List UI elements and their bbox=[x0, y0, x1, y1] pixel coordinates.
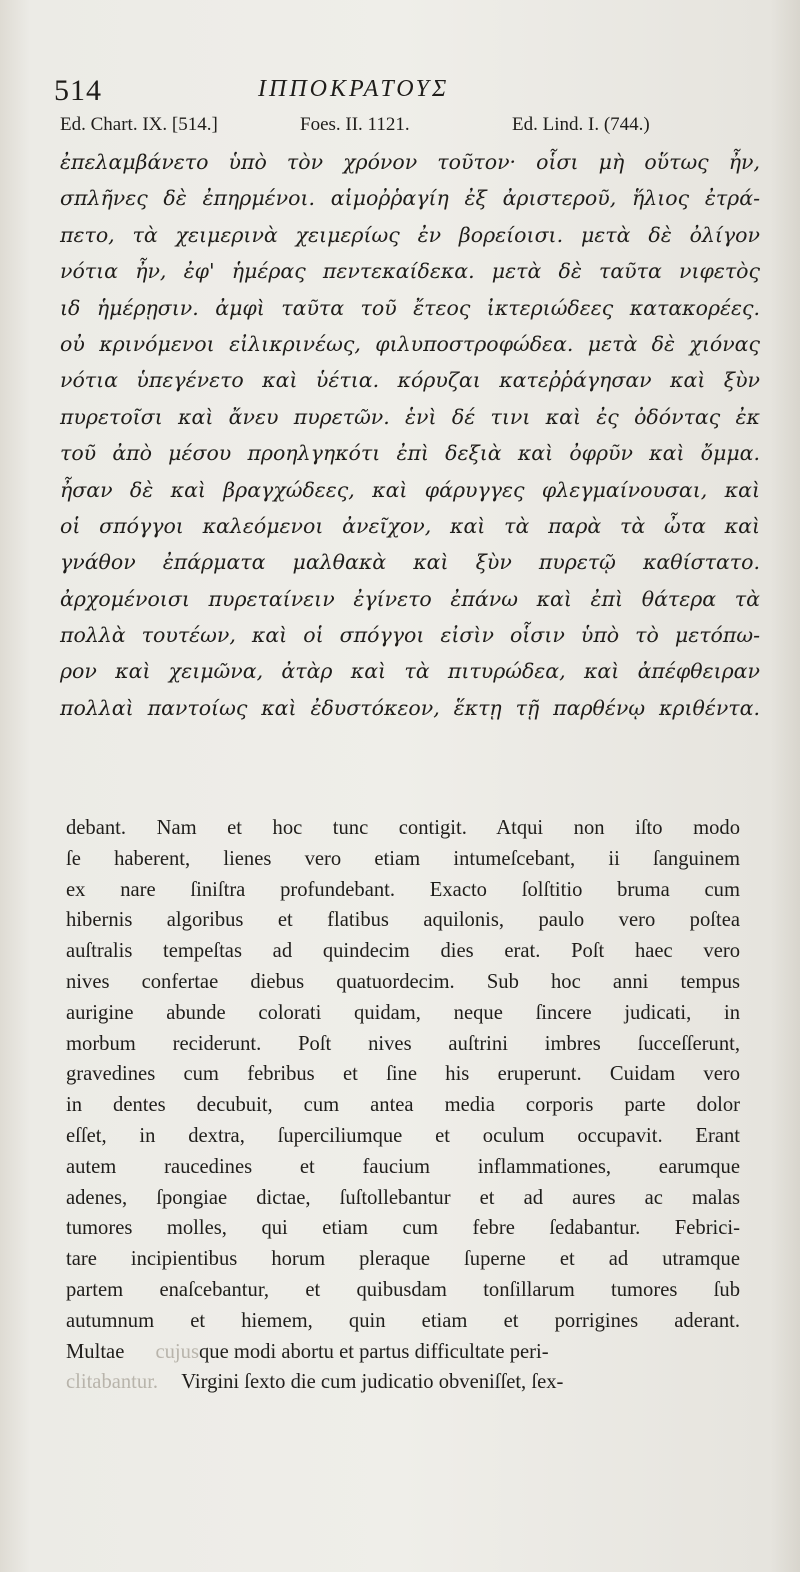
latin-line: gravedines cum febribus et ſine his eruperunt. Cuidam vero bbox=[66, 1063, 740, 1086]
greek-line: πολλαὶ παντοίως καὶ ἐδυστόκεον, ἕκτῃ τῇ παρθένῳ κριθέντα. bbox=[60, 695, 760, 720]
latin-line bbox=[66, 1337, 740, 1368]
greek-line: νότια ὑπεγένετο καὶ ὑέτια. κόρυζαι κατεῤῥάγησαν καὶ ξὺν bbox=[60, 368, 760, 393]
latin-fragment-faded: cujus bbox=[155, 1340, 199, 1363]
greek-text-block bbox=[60, 144, 760, 726]
latin-line: hibernis algoribus et flatibus aquilonis, paulo vero poſtea bbox=[66, 909, 740, 932]
edition-linden: Ed. Lind. I. (744.) bbox=[512, 114, 650, 135]
latin-line: autumnum et hiemem, quin etiam et porrigines aderant. bbox=[66, 1309, 740, 1332]
latin-line: autem raucedines et faucium inflammationes, earumque bbox=[66, 1155, 740, 1178]
latin-line: morbum reciderunt. Poſt nives auſtrini imbres ſucceſſerunt, bbox=[66, 1032, 740, 1055]
edition-foesius: Foes. II. 1121. bbox=[300, 114, 410, 135]
greek-line: σπλῆνες δὲ ἐπηρμένοι. αἱμοῤῥαγίη ἐξ ἀριστεροῦ, ἥλιος ἐτρά- bbox=[60, 186, 760, 211]
running-title: ΙΠΠΟΚΡΑΤΟΥΣ bbox=[258, 76, 450, 102]
greek-line: οἱ σπόγγοι καλεόμενοι ἀνεῖχον, καὶ τὰ παρὰ τὰ ὦτα καὶ bbox=[60, 513, 760, 538]
latin-line: tare incipientibus horum pleraque ſuperne et ad utramque bbox=[66, 1248, 740, 1271]
greek-line: τοῦ ἀπὸ μέσου προηλγηκότι ἐπὶ δεξιὰ καὶ ὀφρῦν καὶ ὄμμα. bbox=[60, 441, 760, 466]
greek-line: ρον καὶ χειμῶνα, ἀτὰρ καὶ τὰ πιτυρώδεα, καὶ ἀπέφθειραν bbox=[60, 659, 760, 684]
latin-line: nives confertae diebus quatuordecim. Sub hoc anni tempus bbox=[66, 970, 740, 993]
latin-line: auſtralis tempeſtas ad quindecim dies erat. Poſt haec vero bbox=[66, 940, 740, 963]
latin-line: in dentes decubuit, cum antea media corporis parte dolor bbox=[66, 1094, 740, 1117]
greek-line: πολλὰ τουτέων, καὶ οἱ σπόγγοι εἰσὶν οἷσιν ὑπὸ τὸ μετόπω- bbox=[60, 623, 760, 648]
greek-line: ἀρχομένοισι πυρεταίνειν ἐγίνετο ἐπάνω καὶ ἐπὶ θάτερα τὰ bbox=[60, 586, 760, 611]
latin-line: tumores molles, qui etiam cum febre ſedabantur. Febrici- bbox=[66, 1217, 740, 1240]
latin-fragment-faded: clitabantur. bbox=[66, 1371, 159, 1394]
latin-line: ex nare ſiniſtra profundebant. Exacto ſolſtitio bruma cum bbox=[66, 878, 740, 901]
latin-line: aurigine abunde colorati quidam, neque ſincere judicati, in bbox=[66, 1001, 740, 1024]
page-number: 514 bbox=[54, 74, 102, 107]
page-header bbox=[54, 74, 754, 114]
latin-line: eſſet, in dextra, ſuperciliumque et oculum occupavit. Erant bbox=[66, 1124, 740, 1147]
latin-text-block bbox=[66, 813, 740, 1398]
edition-chartier: Ed. Chart. IX. [514.] bbox=[60, 114, 218, 135]
latin-fragment: que modi abortu et partus difficultate peri- bbox=[198, 1340, 549, 1363]
latin-fragment: Virgini ſexto die cum judicatio obveniſſet, ſex- bbox=[181, 1371, 564, 1394]
latin-fragment: Multae bbox=[66, 1340, 125, 1363]
latin-line: ſe haberent, lienes vero etiam intumeſcebant, ii ſanguinem bbox=[66, 847, 740, 870]
greek-line: ιδ ἡμέρῃσιν. ἀμφὶ ταῦτα τοῦ ἔτεος ἰκτεριώδεες κατακορέες. bbox=[60, 295, 760, 320]
latin-line bbox=[66, 1367, 740, 1398]
greek-line: ἦσαν δὲ καὶ βραγχώδεες, καὶ φάρυγγες φλεγμαίνουσαι, καὶ bbox=[60, 477, 760, 502]
greek-line: γνάθον ἐπάρματα μαλθακὰ καὶ ξὺν πυρετῷ καθίστατο. bbox=[60, 550, 760, 575]
greek-line: οὐ κρινόμενοι εἰλικρινέως, φιλυποστροφώδεα. μετὰ δὲ χιόνας bbox=[60, 331, 760, 356]
latin-line: debant. Nam et hoc tunc contigit. Atqui non iſto modo bbox=[66, 817, 740, 839]
latin-line: adenes, ſpongiae dictae, ſuſtollebantur et ad aures ac malas bbox=[66, 1186, 740, 1209]
latin-line: partem enaſcebantur, et quibusdam tonſillarum tumores ſub bbox=[66, 1278, 740, 1301]
greek-line: πετο, τὰ χειμερινὰ χειμερίως ἐν βορείοισι. μετὰ δὲ ὀλίγον bbox=[60, 222, 760, 247]
greek-line: πυρετοῖσι καὶ ἄνευ πυρετῶν. ἑνὶ δέ τινι καὶ ἐς ὀδόντας ἐκ bbox=[60, 404, 760, 429]
greek-line: νότια ἦν, ἐφ' ἡμέρας πεντεκαίδεκα. μετὰ δὲ ταῦτα νιφετὸς bbox=[60, 259, 760, 284]
greek-line: ἐπελαμβάνετο ὑπὸ τὸν χρόνον τοῦτον· οἷσι μὴ οὕτως ἦν, bbox=[60, 150, 760, 174]
